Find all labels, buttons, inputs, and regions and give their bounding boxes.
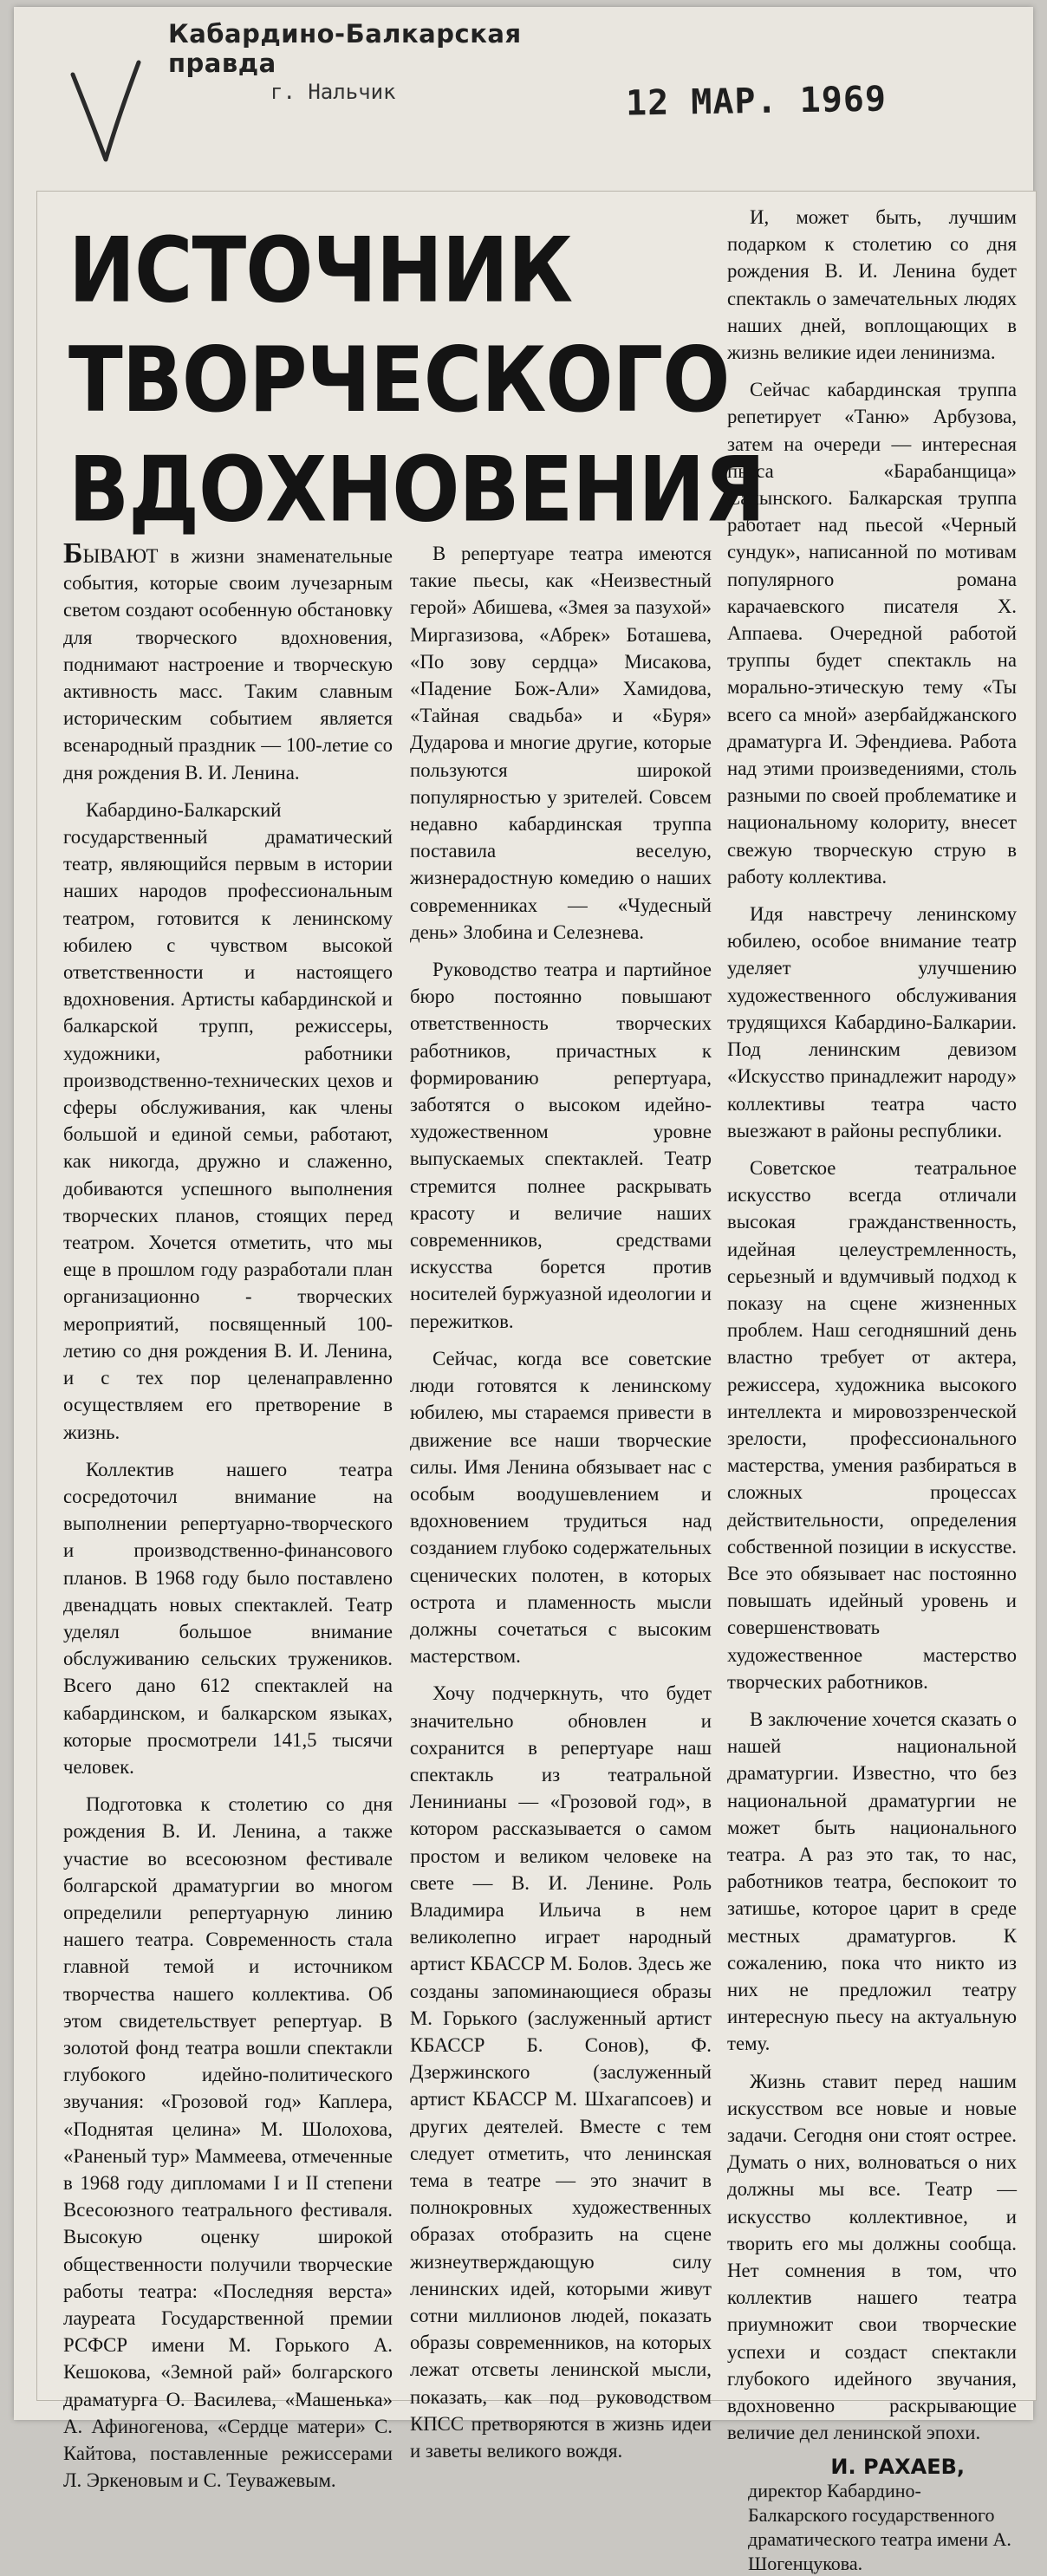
paragraph: Советское театральное искусство всегда отличали высокая гражданственность, идейная целеустремленность, серьезный и вдумчивый подход к показу на сцене жизненных проблем. Наш сегодняшний день властно требует от актера, режиссера, художника высокого интеллекта и мировоззренческой зрелости, профессионального мастерства, умения разбираться в сложных процессах действительности, определения собственной позиции в искусстве. Все это обязывает нас постоянно повышать идейный уровень и совершенствовать художественное мастерство творческих работников. (727, 1156, 1017, 1693)
author-name: И. РАХАЕВ, (830, 2455, 965, 2480)
headline-line: ИСТОЧНИК (68, 218, 573, 323)
article-headline (68, 216, 765, 559)
paragraph: Жизнь ставит перед нашим искусством все новые и новые задачи. Сегодня они стоят острее. Думать о них, волноваться о них должны мы все. Театр — искусство коллективное, и творить его мы должны сообща. Нет сомнения в том, что коллектив нашего театра приумножит свои творческие успехи и создаст спектакли глубокого идейного звучания, вдохновенно раскрывающие величие дел ленинской эпохи. (727, 2070, 1017, 2444)
masthead (168, 19, 567, 104)
paragraph: В репертуаре театра имеются такие пьесы, как «Неизвестный герой» Абишева, «Змея за пазухой» Миргазизова, «Абрек» Боташева, «По зову сердца» Мисакова, «Падение Бож-Али» Хамидова, «Тайная свадьба» и «Буря» Дударова и многие другие, которые пользуются широкой популярностью у зрителей. Совсем недавно кабардинская труппа поставила веселую, жизнерадостную комедию о наших современниках — «Чудесный день» Злобина и Селезнева. (410, 543, 712, 943)
paragraph: Кабардино-Балкарский государственный драматический театр, являющийся первым в истории наших народов профессиональным театром, готовится к ленинскому юбилею с чувством высокой ответственности и настоящего вдохновения. Артисты кабардинской и балкарской трупп, режиссеры, художники, работники производственно-технических цехов и сферы обслуживания, как члены большой и единой семьи, работают, как никогда, дружно и слаженно, добиваются успешного выполнения творческих планов, стоящих перед театром. Хочется отметить, что мы еще в прошлом году разработали план организационно - творческих мероприятий, посвященный 100-летию со дня рождения В. И. Ленина, и с тех пор целенаправленно осуществляем его претворение в жизнь. (63, 798, 393, 1443)
paragraph: Руководство театра и партийное бюро постоянно повышают ответственность творческих работников, причастных к формированию репертуара, заботятся о высоком идейно-художественном уровне выпускаемых спектаклей. Театр стремится полнее раскрывать красоту и величие наших современников, средствами искусства борется против носителей буржуазной идеологии и пережитков. (410, 959, 712, 1332)
check-mark-icon (64, 57, 159, 170)
newspaper-name: Кабардино-Балкарская правда (168, 19, 522, 78)
paragraph: И, может быть, лучшим подарком к столетию со дня рождения В. И. Ленина будет спектакль о замечательных людях наших дней, воплощающих в жизнь великие идеи ленинизма. (727, 206, 1017, 364)
paragraph: БЫВАЮТ в жизни знаменательные события, которые своим лучезарным светом создают особенную обстановку для творческого вдохновения, поднимают настроение и творческую активность масс. Таким славным историческим событием является всенародный праздник — 100-летие со дня рождения В. И. Ленина. (63, 537, 393, 784)
paragraph: Коллектив нашего театра сосредоточил внимание на выполнении репертуарно-творческого и производственно-финансового планов. В 1968 году было поставлено двенадцать новых спектаклей. Театр уделял большое внимание обслуживанию сельских тружеников. Всего дано 612 спектаклей на кабардинском, и балкарском языках, которые просмотрели 141,5 тысячи человек. (63, 1458, 393, 1778)
article-column-3 (727, 204, 1017, 2576)
paragraph: Сейчас, когда все советские люди готовятся к ленинскому юбилею, мы стараемся привести в движение все наши творческие силы. Имя Ленина обязывает нас с особым воодушевлением и вдохновением трудиться над созданием глубоко содержательных сценических полотен, в которых острота и пламенность мысли должны сочетаться с высоким мастерством. (410, 1347, 712, 1668)
archive-sheet (14, 7, 1033, 2575)
paragraph: Сейчас кабардинская труппа репетирует «Таню» Арбузова, затем на очереди — интересная пьеса «Барабанщица» Салынского. Балкарская труппа работает над пьесой «Черный сундук», написанной по мотивам популярного романа карачаевского писателя Х. Аппаева. Очередной работой труппы будет спектакль на морально-этическую тему «Ты всего са мной» азербайджанского драматурга И. Эфендиева. Работа над этими произведениями, столь разными по своей проблематике и национальному колориту, внесет свежую творческую струю в работу коллектива. (727, 379, 1017, 888)
paragraph: Идя навстречу ленинскому юбилею, особое внимание театр уделяет улучшению художественного обслуживания трудящихся Кабардино-Балкарии. Под ленинским девизом «Искусство принадлежит народу» коллективы театра часто выезжают в районы республики. (727, 903, 1017, 1142)
article-column-2 (410, 540, 712, 2464)
headline-line: ВДОХНОВЕНИЯ (68, 438, 765, 543)
signature (727, 2455, 1017, 2576)
city-name: г. Нальчик (270, 80, 396, 104)
author-role: директор Кабардино-Балкарского государственного драматического театра имени А. Шогенцукова. (748, 2480, 1011, 2575)
paragraph: В заключение хочется сказать о нашей национальной драматургии. Известно, что без национальной драматургии не может быть национального театра. А раз это так, то нас, работников театра, беспокоит то затишье, которое царит в среде местных драматургов. К сожалению, пока что никто из них не предложил театру интересную пьесу на актуальную тему. (727, 1708, 1017, 2055)
headline-line: ТВОРЧЕСКОГО (68, 328, 730, 433)
paragraph: Хочу подчеркнуть, что будет значительно обновлен и сохранится в репертуаре наш спектакль из театральной Ленинианы — «Грозовой год», в котором рассказывается о самом простом и великом человеке на свете — В. И. Ленине. Роль Владимира Ильича в нем великолепно играет народный артист КБАССР М. Болов. Здесь же созданы запоминающиеся образы М. Горького (заслуженный артист КБАССР Б. Сонов), Ф. Дзержинского (заслуженный артист КБАССР М. Шхагапсоев) и других деятелей. Вместе с тем следует отметить, что ленинская тема в театре — это значит в полнокровных художественных образах отобразить на сцене жизнеутверждающую силу ленинских идей, которыми живут сотни миллионов людей, показать образы современников, на которых лежат отсветы ленинской мысли, показать, как под руководством КПСС претворяются в жизнь идеи и заветы великого вождя. (410, 1682, 712, 2462)
article-column-1 (63, 537, 393, 2494)
date-stamp: 12 МАР. 1969 (625, 79, 888, 124)
paragraph: Подготовка к столетию со дня рождения В. И. Ленина, а также участие во всесоюзном фестивале болгарской драматургии во многом определили репертуарную линию нашего театра. Современность стала главной темой и источником творчества нашего коллектива. Об этом свидетельствует репертуар. В золотой фонд театра вошли спектакли глубокого идейно-политического звучания: «Грозовой год» Каплера, «Поднятая целина» М. Шолохова, «Раненый тур» Маммеева, отмеченные в 1968 году дипломами I и II степени Всесоюзного театрального фестиваля. Высокую оценку широкой общественности получили творческие работы театра: «Последняя верста» лауреата Государственной премии РСФСР имени М. Горького А. Кешокова, «Земной рай» болгарского драматурга О. Василева, «Машенька» А. Афиногенова, «Сердце матери» С. Кайтова, поставленные режиссерами Л. Эркеновым и С. Теуважевым. (63, 1793, 393, 2492)
newspaper-clipping (36, 191, 1037, 2575)
